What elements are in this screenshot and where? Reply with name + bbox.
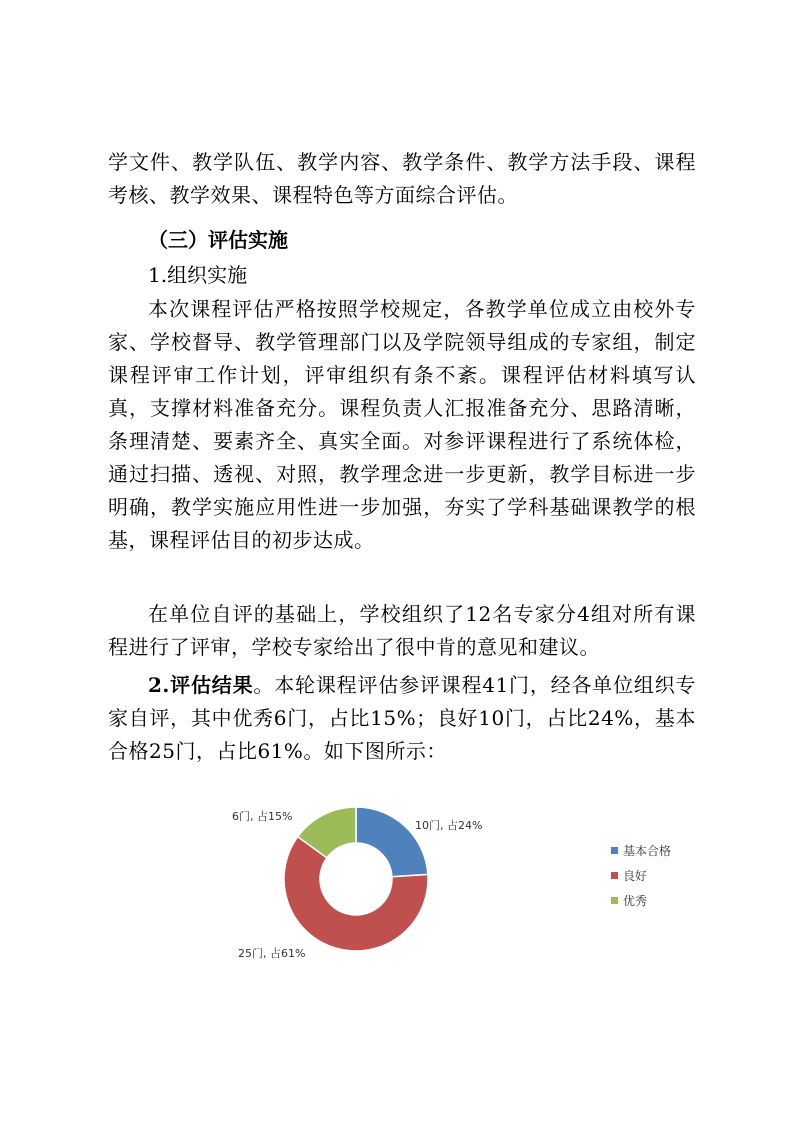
legend-label-1: 基本合格	[623, 844, 672, 858]
results-text: 。本轮课程评估参评课程41门，经各单位组织专家自评，其中优秀6门，占比15%；良好10门，占比24%，基本合格25门，占比61%。如下图所示：	[108, 673, 696, 763]
legend-swatch-2	[611, 872, 618, 879]
results-lead: 2.评估结果	[148, 673, 254, 697]
legend-swatch-3	[611, 897, 618, 904]
evaluation-donut-chart	[220, 795, 690, 975]
donut-data-label-2: 25门, 占61%	[238, 947, 306, 960]
paragraph-expert-review: 在单位自评的基础上，学校组织了12名专家分4组对所有课程进行了评审，学校专家给出了很中肯的意见和建议。	[108, 602, 696, 659]
donut-data-label-1: 10门, 占24%	[415, 819, 483, 832]
legend-label-2: 良好	[623, 869, 648, 883]
donut-slice-1	[356, 807, 428, 877]
subsection-heading: 1.组织实施	[148, 263, 248, 287]
section-heading: （三）评估实施	[148, 228, 288, 252]
paragraph-organization: 本次课程评估严格按照学校规定，各教学单位成立由校外专家、学校督导、教学管理部门以及学院领导组成的专家组，制定课程评审工作计划，评审组织有条不紊。课程评估材料填写认真，支撑材料准备充分。课程负责人汇报准备充分、思路清晰，条理清楚、要素齐全、真实全面。对参评课程进行了系统体检，通过扫描、透视、对照，教学理念进一步更新，教学目标进一步明确，教学实施应用性进一步加强，夯实了学科基础课教学的根基，课程评估目的初步达成。	[108, 297, 696, 552]
paragraph-results	[108, 669, 696, 768]
paragraph-intro: 学文件、教学队伍、教学内容、教学条件、教学方法手段、课程考核、教学效果、课程特色等方面综合评估。	[108, 150, 696, 207]
legend-label-3: 优秀	[623, 894, 648, 908]
legend-swatch-1	[611, 847, 618, 854]
donut-data-label-3: 6门, 占15%	[232, 810, 293, 823]
